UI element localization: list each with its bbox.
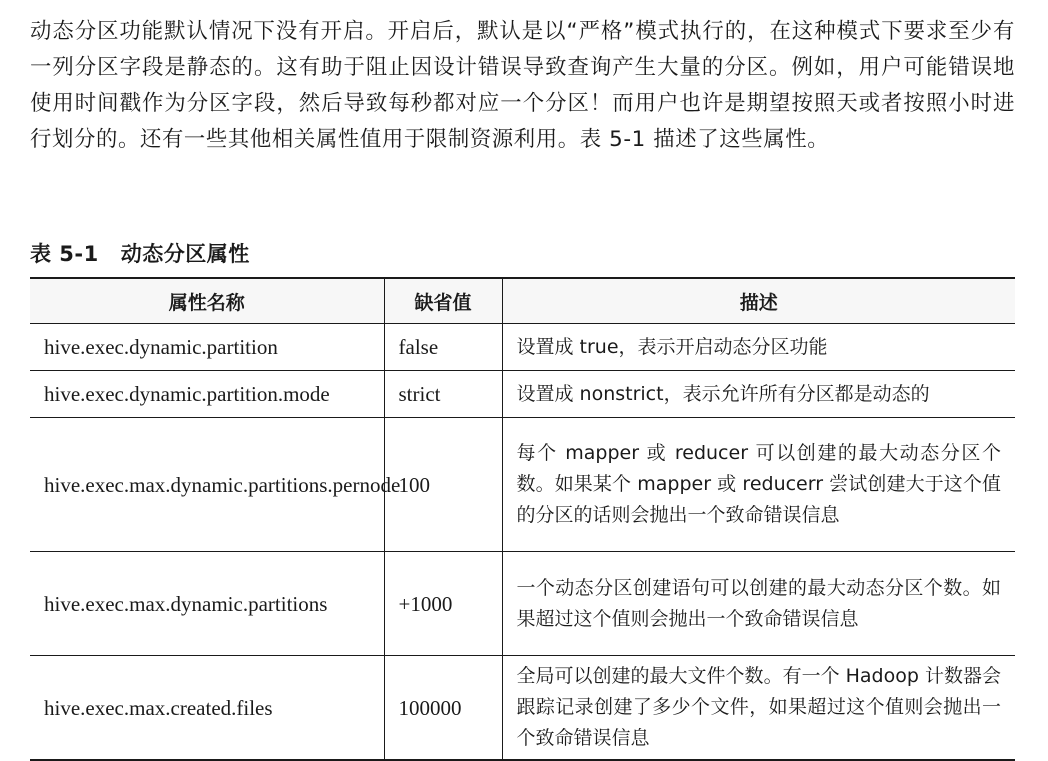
property-name-cell: hive.exec.max.dynamic.partitions <box>30 552 384 656</box>
default-value-cell: +1000 <box>384 552 502 656</box>
header-default-value: 缺省值 <box>384 278 502 324</box>
table-row <box>30 371 1015 418</box>
property-name-cell: hive.exec.max.created.files <box>30 656 384 761</box>
properties-table <box>30 277 1015 761</box>
table-row <box>30 656 1015 761</box>
default-value-cell: 100 <box>384 418 502 552</box>
property-name-cell: hive.exec.max.dynamic.partitions.pernode <box>30 418 384 552</box>
default-value-cell: 100000 <box>384 656 502 761</box>
table-caption <box>30 238 250 268</box>
header-property-name: 属性名称 <box>30 278 384 324</box>
table-row <box>30 552 1015 656</box>
description-cell: 每个 mapper 或 reducer 可以创建的最大动态分区个数。如果某个 mapper 或 reducerr 尝试创建大于这个值的分区的话则会抛出一个致命错误信息 <box>502 418 1015 552</box>
table-caption-label: 表 5-1 <box>30 242 99 266</box>
table-header-row <box>30 278 1015 324</box>
default-value-cell: strict <box>384 371 502 418</box>
property-name-cell: hive.exec.dynamic.partition.mode <box>30 371 384 418</box>
description-cell: 一个动态分区创建语句可以创建的最大动态分区个数。如果超过这个值则会抛出一个致命错误信息 <box>502 552 1015 656</box>
table-row <box>30 324 1015 371</box>
default-value-cell: false <box>384 324 502 371</box>
table-caption-title: 动态分区属性 <box>120 242 250 266</box>
description-cell: 全局可以创建的最大文件个数。有一个 Hadoop 计数器会跟踪记录创建了多少个文件，如果超过这个值则会抛出一个致命错误信息 <box>502 656 1015 761</box>
description-cell: 设置成 true，表示开启动态分区功能 <box>502 324 1015 371</box>
property-name-cell: hive.exec.dynamic.partition <box>30 324 384 371</box>
body-paragraph: 动态分区功能默认情况下没有开启。开启后，默认是以“严格”模式执行的，在这种模式下要求至少有一列分区字段是静态的。这有助于阻止因设计错误导致查询产生大量的分区。例如，用户可能错误地使用时间戳作为分区字段，然后导致每秒都对应一个分区！而用户也许是期望按照天或者按照小时进行划分的。还有一些其他相关属性值用于限制资源利用。表 5-1 描述了这些属性。 <box>30 19 1015 152</box>
description-cell: 设置成 nonstrict，表示允许所有分区都是动态的 <box>502 371 1015 418</box>
table-row <box>30 418 1015 552</box>
header-description: 描述 <box>502 278 1015 324</box>
